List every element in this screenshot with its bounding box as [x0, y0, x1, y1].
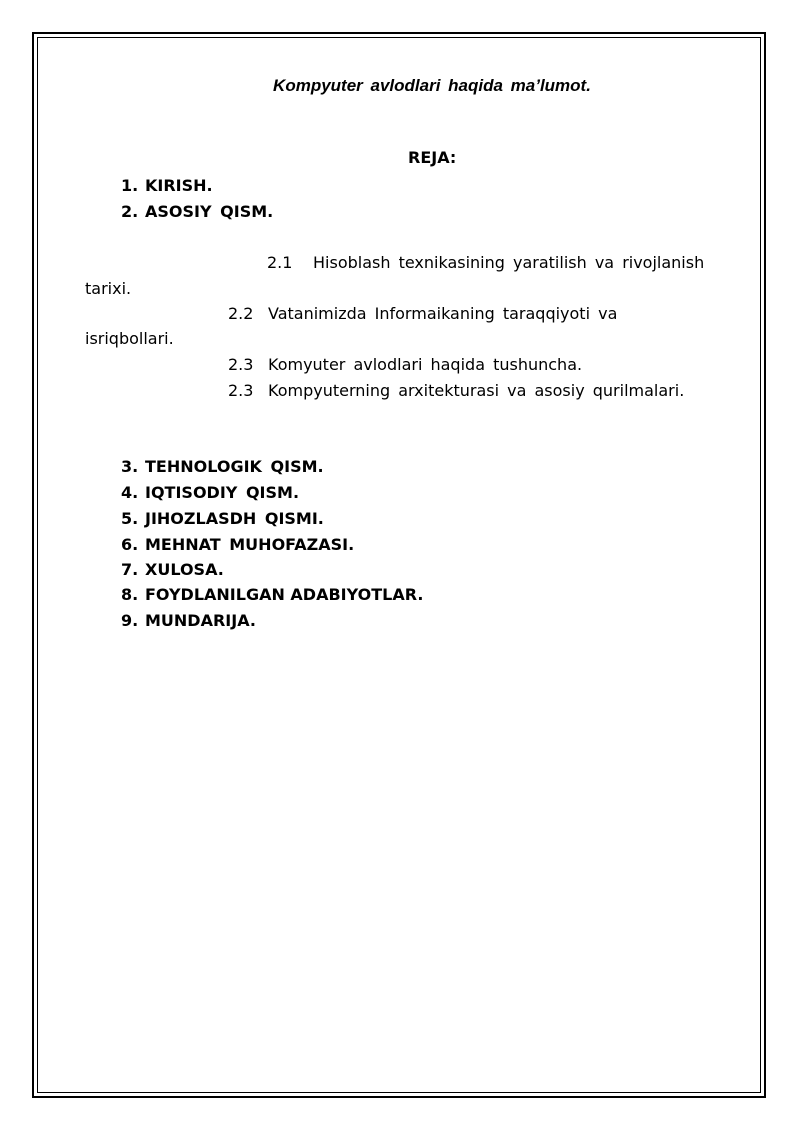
plan-item-text: MEHNAT MUHOFAZASI. — [145, 535, 355, 554]
sub-item-2-3-b — [228, 381, 684, 401]
document-title: Kompyuter avlodlari haqida ma’lumot. — [273, 76, 591, 95]
sub-item-number: 2.1 — [267, 253, 293, 272]
sub-item-number: 2.3 — [228, 381, 254, 400]
plan-item-text: FOYDLANILGAN ADABIYOTLAR. — [145, 585, 424, 604]
sub-item-2-2-continuation: isriqbollari. — [85, 329, 174, 348]
sub-item-number: 2.3 — [228, 355, 254, 374]
plan-item-text: JIHOZLASDH QISMI. — [145, 509, 324, 528]
plan-item-6 — [121, 535, 354, 555]
plan-item-3 — [121, 457, 324, 477]
sub-item-2-1-continuation: tarixi. — [85, 279, 132, 298]
plan-item-number: 3. — [121, 457, 139, 476]
sub-item-text: Komyuter avlodlari haqida tushuncha. — [268, 355, 583, 374]
sub-item-text: Vatanimizda Informaikaning taraqqiyoti va — [268, 304, 618, 323]
plan-item-5 — [121, 509, 324, 529]
sub-item-text: Kompyuterning arxitekturasi va asosiy qurilmalari. — [268, 381, 685, 400]
plan-item-1 — [121, 176, 213, 196]
plan-item-text: TEHNOLOGIK QISM. — [145, 457, 324, 476]
plan-item-number: 1. — [121, 176, 139, 195]
plan-item-9 — [121, 611, 256, 631]
sub-item-2-1 — [267, 253, 704, 273]
plan-item-number: 2. — [121, 202, 139, 221]
plan-item-number: 6. — [121, 535, 139, 554]
plan-item-text: KIRISH. — [145, 176, 213, 195]
plan-item-text: ASOSIY QISM. — [145, 202, 274, 221]
plan-item-7 — [121, 560, 224, 580]
plan-item-text: XULOSA. — [145, 560, 224, 579]
plan-item-number: 8. — [121, 585, 139, 604]
sub-item-number: 2.2 — [228, 304, 254, 323]
plan-heading: REJA: — [408, 148, 457, 167]
plan-item-4 — [121, 483, 299, 503]
sub-item-2-2 — [228, 304, 617, 324]
plan-item-text: MUNDARIJA. — [145, 611, 256, 630]
sub-item-text: Hisoblash texnikasining yaratilish va rivojlanish — [313, 253, 705, 272]
plan-item-2 — [121, 202, 273, 222]
plan-item-number: 4. — [121, 483, 139, 502]
plan-item-number: 9. — [121, 611, 139, 630]
sub-item-2-3 — [228, 355, 582, 375]
plan-item-number: 7. — [121, 560, 139, 579]
plan-item-8 — [121, 585, 423, 605]
plan-item-text: IQTISODIY QISM. — [145, 483, 300, 502]
plan-item-number: 5. — [121, 509, 139, 528]
